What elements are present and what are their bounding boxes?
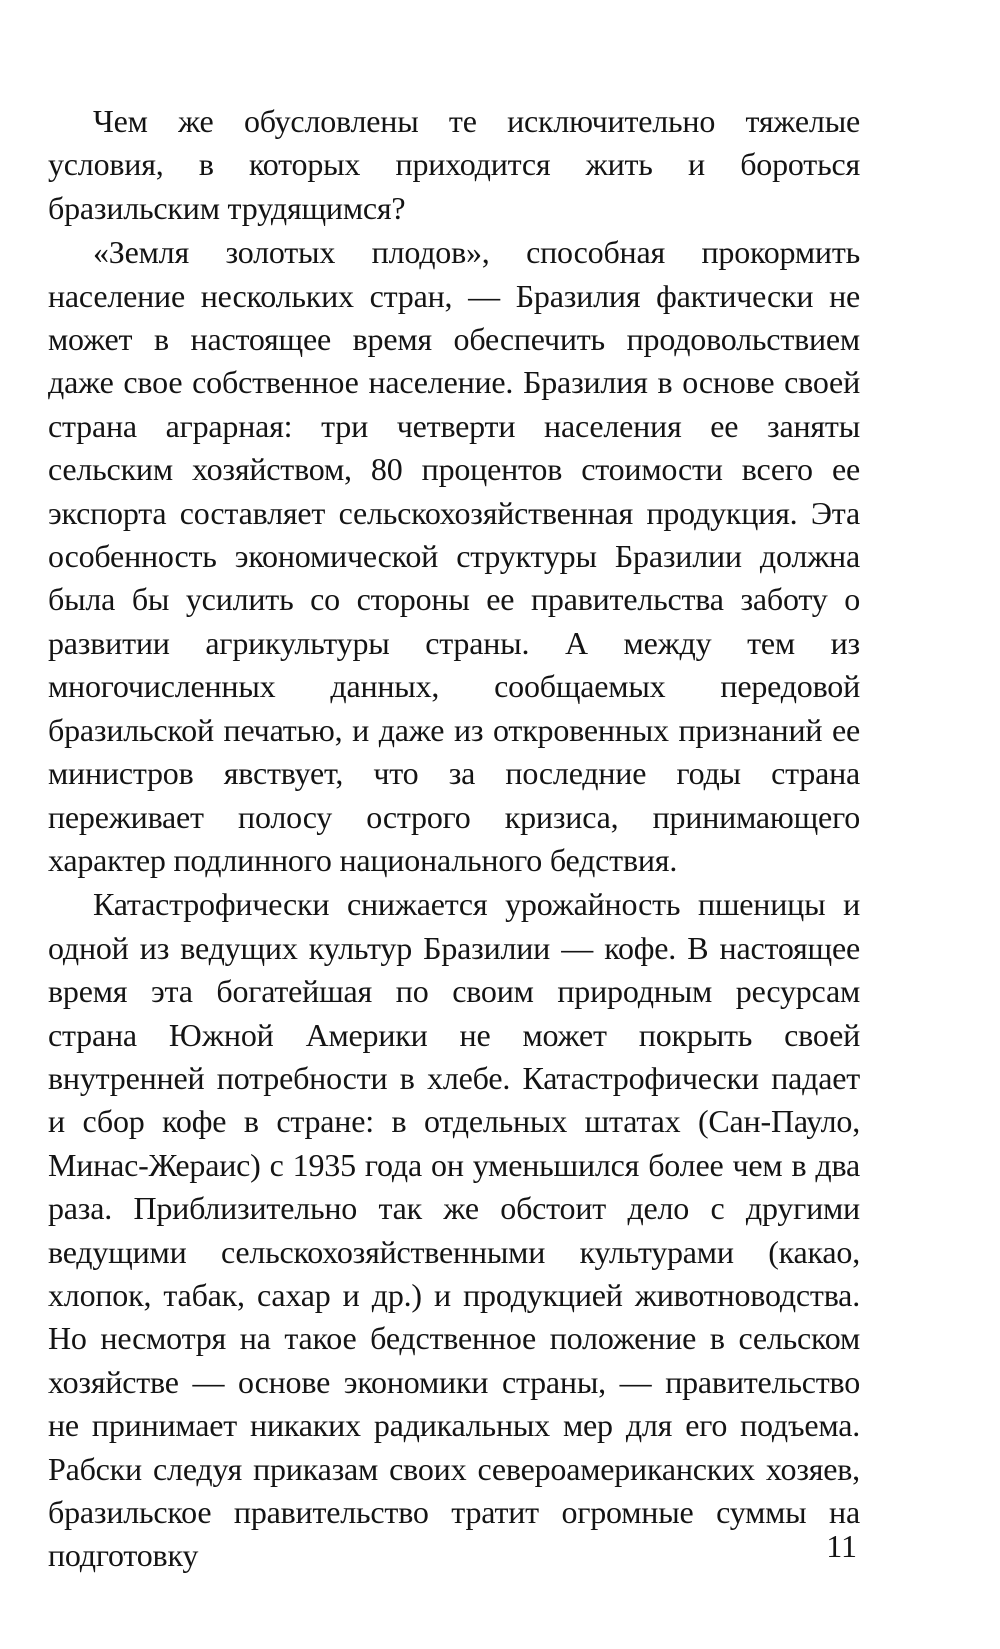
paragraph-3: Катастрофически снижается урожайность пшеницы и одной из ведущих культур Бразилии — кофе. В настоящее время эта богатейшая по своим природным ресурсам страна Южной Америки не может покрыть своей внутренней потребности в хлебе. Катастрофически падает и сбор кофе в стране: в отдельных штатах (Сан-Пауло, Минас-Жераис) с 1935 года он уменьшился более чем в два раза. Приблизительно так же обстоит дело с другими ведущими сельскохозяйственными культурами (какао, хлопок, табак, сахар и др.) и продукцией животноводства. Но несмотря на такое бедственное положение в сельском хозяйстве — основе экономики страны, — правительство не принимает никаких радикальных мер для его подъема. Рабски следуя приказам своих североамериканских хозяев, бразильское правительство тратит огромные суммы на подготовку: [48, 886, 860, 1574]
body-text: [48, 100, 860, 1579]
page-number: 11: [826, 1528, 857, 1564]
paragraph-2: «Земля золотых плодов», способная прокормить население нескольких стран, — Бразилия фактически не может в настоящее время обеспечить продовольствием даже свое собственное население. Бразилия в основе своей страна аграрная: три четверти населения ее заняты сельским хозяйством, 80 процентов стоимости всего ее экспорта составляет сельскохозяйственная продукция. Эта особенность экономической структуры Бразилии должна была бы усилить со стороны ее правительства заботу о развитии агрикультуры страны. А между тем из многочисленных данных, сообщаемых передовой бразильской печатью, и даже из откровенных признаний ее министров явствует, что за последние годы страна переживает полосу острого кризиса, принимающего характер подлинного национального бедствия.: [48, 234, 860, 878]
paragraph-1: Чем же обусловлены те исключительно тяжелые условия, в которых приходится жить и бороться бразильским трудящимся?: [48, 103, 860, 226]
